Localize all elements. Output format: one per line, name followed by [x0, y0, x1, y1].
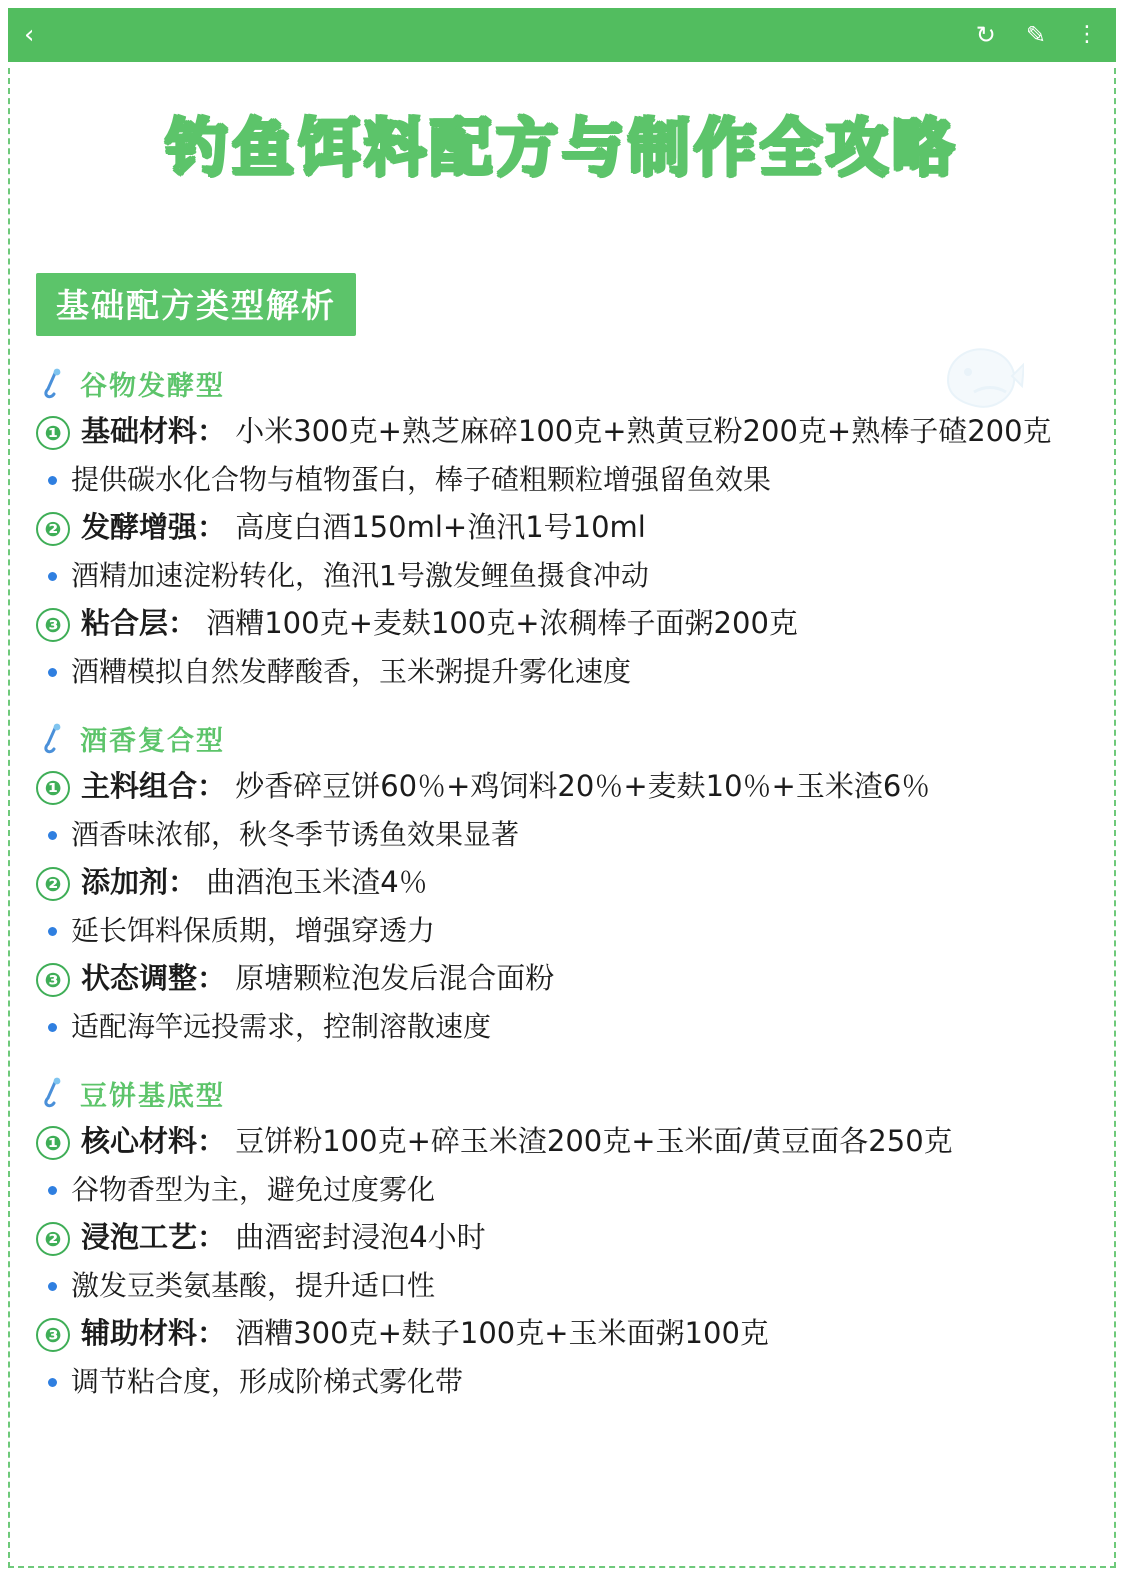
item-number: ❸ [36, 963, 70, 997]
note-text: 酒糟模拟自然发酵酸香，玉米粥提升雾化速度 [71, 655, 632, 689]
item-text [81, 508, 646, 547]
item-value: 曲酒密封浸泡4小时 [235, 1219, 486, 1254]
more-vertical-icon[interactable]: ⋮ [1076, 22, 1098, 47]
group-heading [36, 719, 1088, 758]
note-body [8, 68, 1116, 1568]
bullet-dot-icon [48, 831, 57, 840]
list-item-note [36, 816, 1088, 854]
list-item [36, 959, 1088, 998]
item-label: 核心材料： [81, 1123, 227, 1158]
item-value: 曲酒泡玉米渣4％ [206, 865, 428, 900]
group-title: 豆饼基底型 [80, 1080, 225, 1112]
item-value: 炒香碎豆饼60％+鸡饲料20％+麦麸10％+玉米渣6％ [235, 769, 931, 804]
item-label: 状态调整： [81, 960, 227, 995]
bullet-dot-icon [48, 1023, 57, 1032]
item-text [81, 412, 1052, 451]
list-item [36, 1122, 1088, 1161]
list-item [36, 863, 1088, 902]
note-text: 酒香味浓郁，秋冬季节诱鱼效果显著 [71, 818, 520, 852]
item-number: ❸ [36, 1318, 70, 1352]
item-number: ❸ [36, 608, 70, 642]
bullet-dot-icon [48, 1186, 57, 1195]
item-number: ❶ [36, 1126, 70, 1160]
bullet-dot-icon [48, 1282, 57, 1291]
item-text [81, 959, 554, 998]
item-text [81, 1218, 486, 1257]
list-item-note [36, 557, 1088, 595]
list-item-note [36, 1363, 1088, 1401]
item-text [81, 1122, 953, 1161]
note-text: 延长饵料保质期，增强穿透力 [71, 914, 436, 948]
list-item-note [36, 1171, 1088, 1209]
item-label: 基础材料： [81, 414, 227, 449]
item-text [81, 1314, 769, 1353]
item-value: 酒糟100克+麦麸100克+浓稠棒子面粥200克 [206, 606, 798, 641]
app-bar [8, 8, 1116, 62]
page-title: 钓鱼饵料配方与制作全攻略 [165, 111, 958, 184]
list-item-note [36, 1267, 1088, 1305]
list-item [36, 1314, 1088, 1353]
item-label: 添加剂： [81, 865, 198, 900]
section-header: 基础配方类型解析 [36, 273, 356, 336]
group-heading [36, 1074, 1088, 1113]
bullet-dot-icon [48, 668, 57, 677]
bullet-dot-icon [48, 1378, 57, 1387]
item-number: ❷ [36, 512, 70, 546]
fish-decoration-icon [934, 340, 1024, 418]
list-item-note [36, 912, 1088, 950]
note-text: 激发豆类氨基酸，提升适口性 [71, 1269, 436, 1302]
list-item [36, 412, 1088, 451]
item-value: 原塘颗粒泡发后混合面粉 [235, 960, 555, 995]
note-text: 提供碳水化合物与植物蛋白，棒子碴粗颗粒增强留鱼效果 [71, 463, 772, 497]
fishing-hook-icon [36, 722, 70, 756]
note-text: 酒精加速淀粉转化，渔汛1号激发鲤鱼摄食冲动 [71, 559, 649, 593]
item-number: ❶ [36, 416, 70, 450]
item-label: 浸泡工艺： [81, 1219, 227, 1254]
refresh-icon[interactable]: ↻ [975, 21, 996, 49]
list-item [36, 508, 1088, 547]
bullet-dot-icon [48, 572, 57, 581]
back-icon[interactable]: ‹ [24, 20, 35, 50]
item-label: 粘合层： [81, 606, 198, 641]
item-text [81, 767, 930, 806]
item-text [81, 604, 798, 643]
note-text: 适配海竿远投需求，控制溶散速度 [71, 1010, 492, 1044]
note-text: 谷物香型为主，避免过度雾化 [71, 1173, 436, 1207]
fishing-hook-icon [36, 367, 70, 401]
item-value: 小米300克+熟芝麻碎100克+熟黄豆粉200克+熟棒子碴200克 [235, 414, 1052, 449]
item-number: ❷ [36, 867, 70, 901]
list-item-note [36, 1008, 1088, 1046]
item-number: ❷ [36, 1222, 70, 1256]
item-number: ❶ [36, 771, 70, 805]
group-title: 谷物发酵型 [80, 371, 225, 403]
list-item [36, 1218, 1088, 1257]
item-label: 发酵增强： [81, 510, 227, 545]
item-label: 主料组合： [81, 769, 227, 804]
group-title: 酒香复合型 [80, 726, 225, 758]
group-heading [36, 364, 1088, 403]
list-item [36, 604, 1088, 643]
item-text [81, 863, 428, 902]
list-item-note [36, 653, 1088, 691]
list-item-note [36, 461, 1088, 499]
note-text: 调节粘合度，形成阶梯式雾化带 [71, 1364, 464, 1398]
list-item [36, 767, 1088, 806]
item-label: 辅助材料： [81, 1315, 227, 1350]
bullet-dot-icon [48, 476, 57, 485]
item-value: 高度白酒150ml+渔汛1号10ml [235, 510, 646, 545]
item-value: 酒糟300克+麸子100克+玉米面粥100克 [235, 1315, 769, 1350]
fishing-hook-icon [36, 1076, 70, 1110]
bullet-dot-icon [48, 927, 57, 936]
pencil-icon[interactable]: ✎ [1025, 21, 1046, 49]
item-value: 豆饼粉100克+碎玉米渣200克+玉米面/黄豆面各250克 [235, 1123, 953, 1158]
